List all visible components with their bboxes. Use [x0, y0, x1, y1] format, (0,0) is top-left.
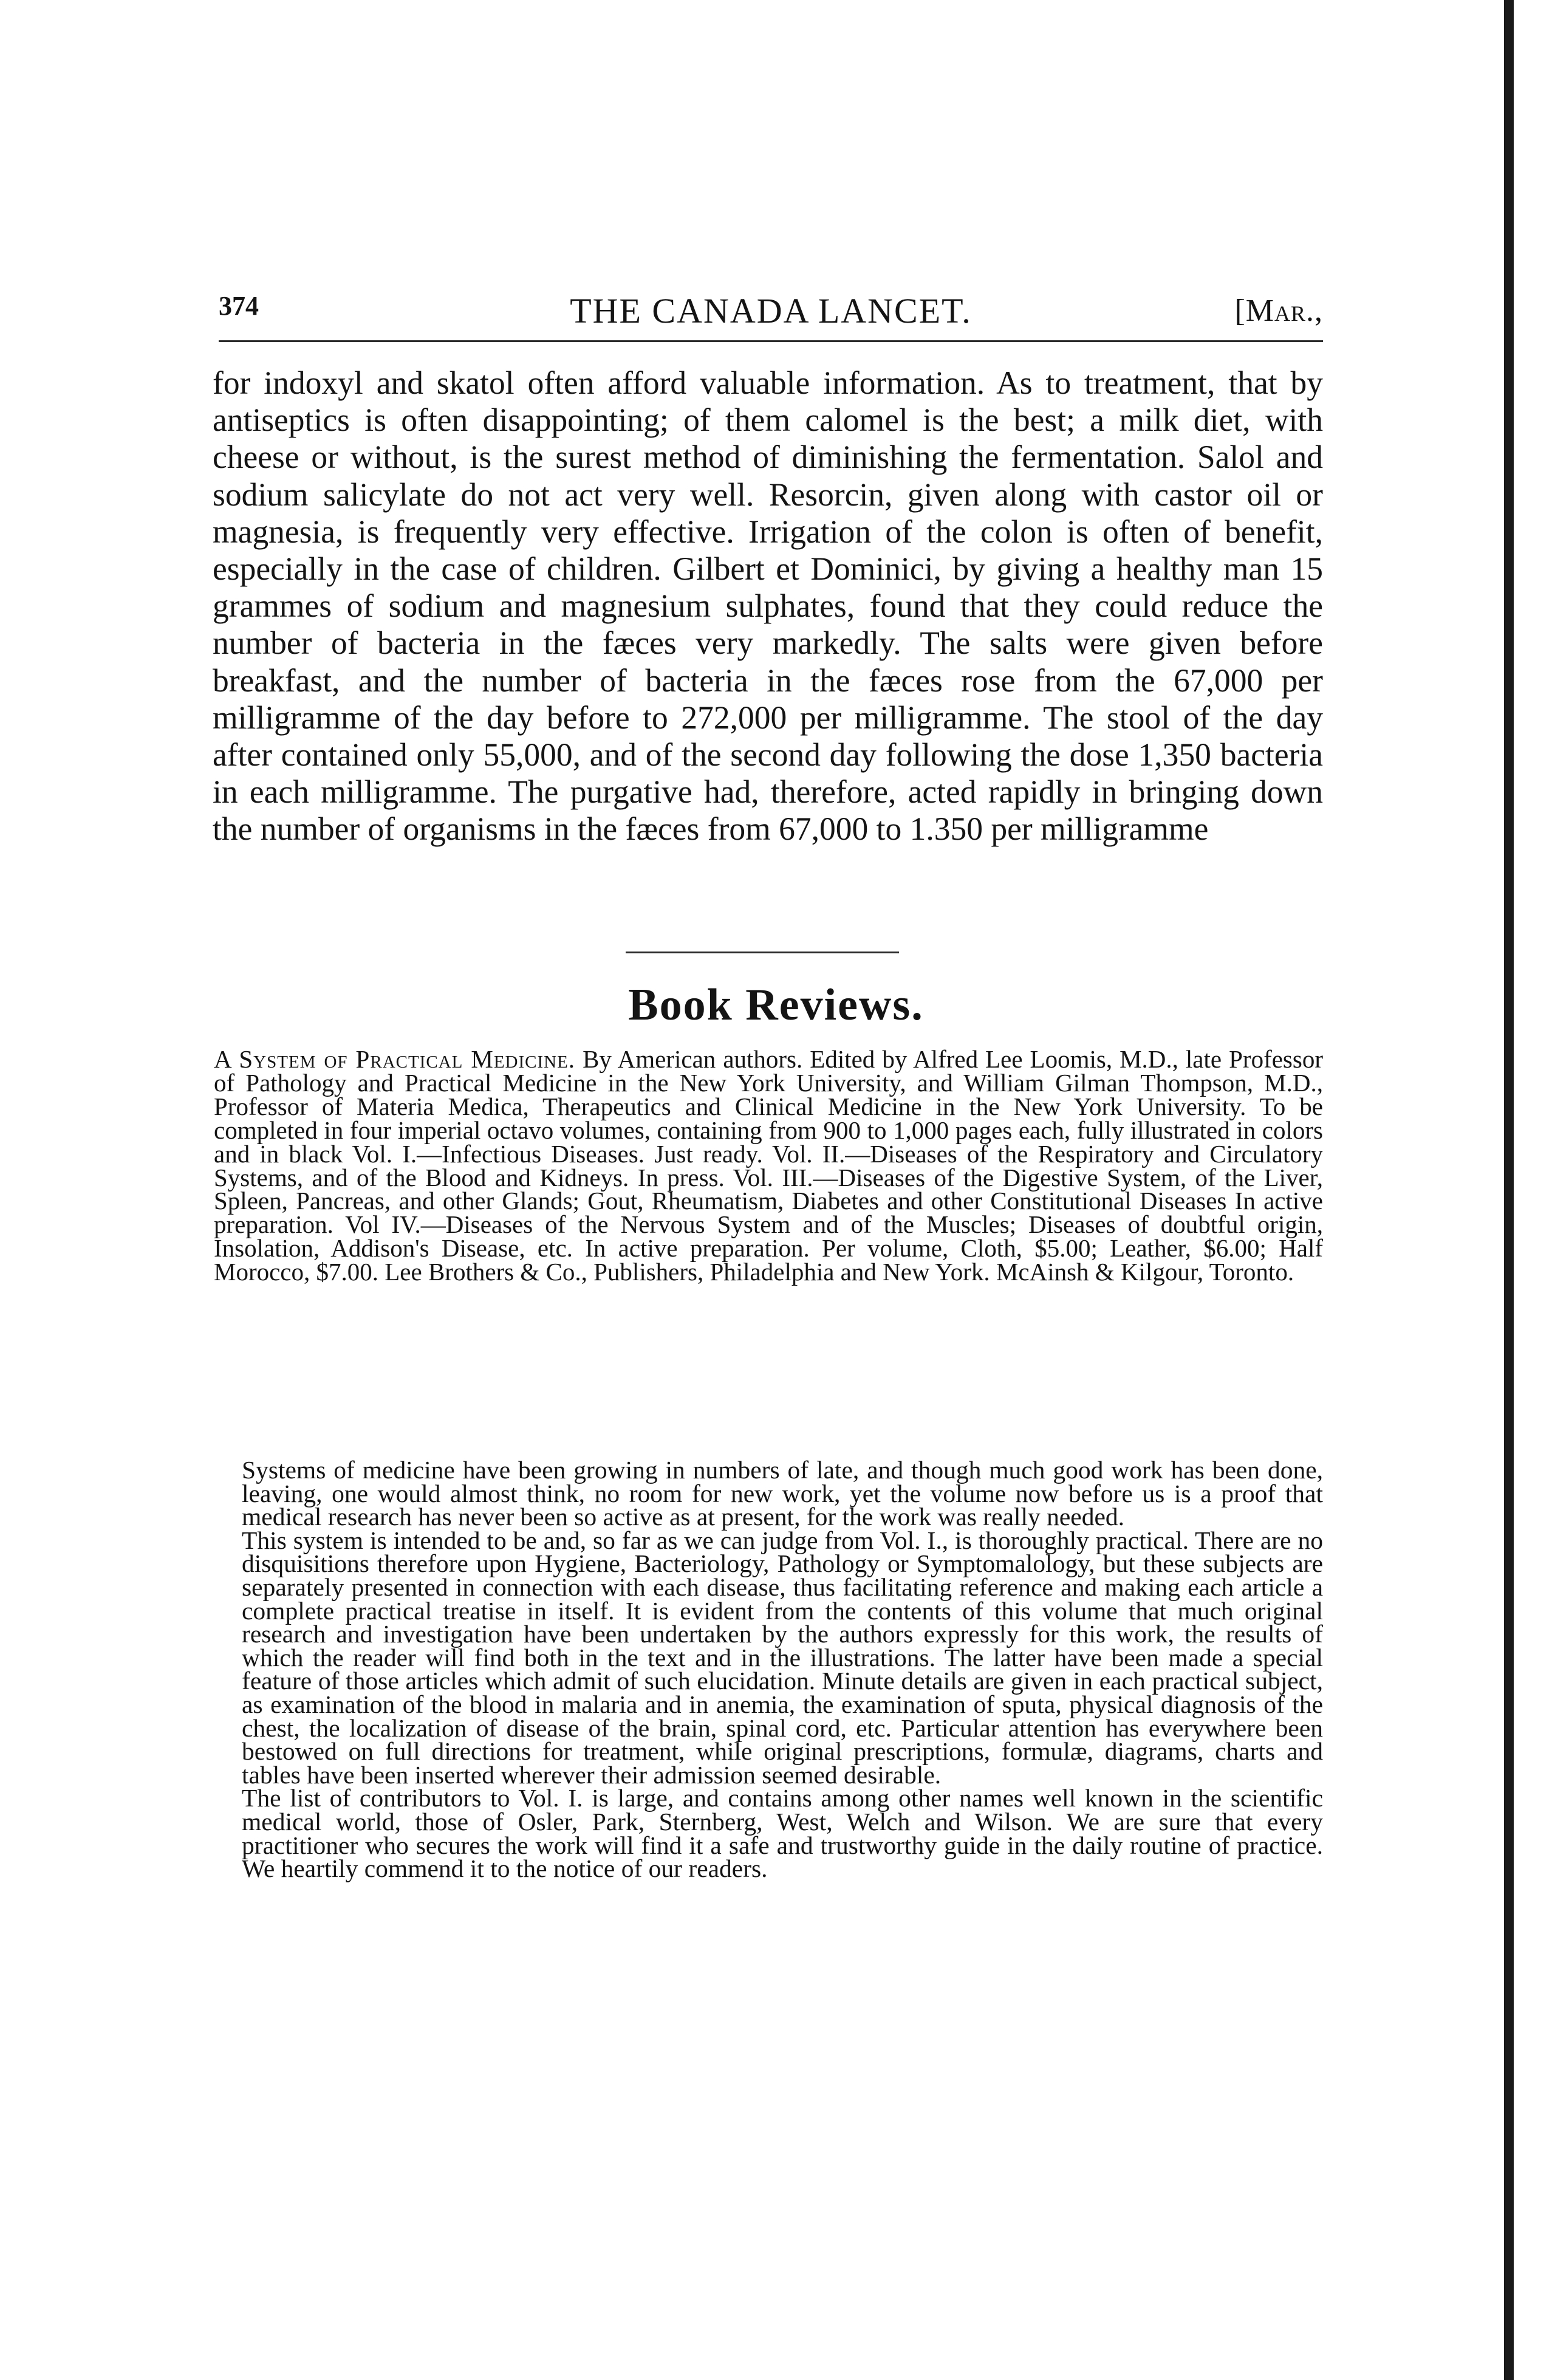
review-paragraph: This system is intended to be and, so far as we can judge from Vol. I., is thoroughly practical. There are no disquisitions therefore upon Hygiene, Bacteriology, Pathology or Symptomalology, but these subjects are separately presented in connection with each disease, thus facilitating reference and making each article a complete practical treatise in itself. It is evident from the contents of this volume that much original research and investigation have been undertaken by the authors expressly for this work, the results of which the reader will find both in the text and in the illustrations. The latter have been made a special feature of those articles which admit of such elucidation. Minute details are given in each practical subject, as examination of the blood in malaria and in anemia, the examination of sputa, physical diagnosis of the chest, the localization of disease of the brain, spinal cord, etc. Particular attention has everywhere been bestowed on full directions for treatment, while original prescriptions, formulæ, diagrams, charts and tables have been inserted wherever their admission seemed desirable.: [242, 1526, 1323, 1789]
book-review-body: [242, 1458, 1323, 1881]
header-rule: [219, 340, 1323, 342]
review-paragraph: Systems of medicine have been growing in numbers of late, and though much good work has been done, leaving, one would almost think, no room for new work, yet the volume now before us is a proof that medical research has never been so active as at present, for the work was really needed.: [242, 1456, 1323, 1531]
page-number: 374: [219, 291, 259, 321]
book-citation: [214, 1045, 1323, 1286]
scan-margin: [1514, 0, 1552, 2380]
book-title: A System of Practical Medicine.: [214, 1045, 576, 1073]
running-header: [219, 290, 1323, 333]
section-divider: [626, 952, 899, 953]
issue-month: [Mar.,: [1234, 293, 1323, 328]
continued-article-text: for indoxyl and skatol often afford valuable information. As to treatment, that by antiseptics is often disappointing; of them calomel is the best; a milk diet, with cheese or without, is the surest method of diminishing the fermentation. Salol and sodium salicylate do not act very well. Resorcin, given along with castor oil or magnesia, is frequently very effective. Irrigation of the colon is often of benefit, especially in the case of children. Gilbert et Dominici, by giving a healthy man 15 grammes of sodium and magnesium sulphates, found that they could reduce the number of bacteria in the fæces very markedly. The salts were given before breakfast, and the number of bacteria in the fæces rose from the 67,000 per milligramme of the day before to 272,000 per milligramme. The stool of the day after contained only 55,000, and of the second day following the dose 1,350 bacteria in each milligramme. The purgative had, therefore, acted rapidly in bringing down the number of organisms in the fæces from 67,000 to 1.350 per milligramme: [213, 365, 1323, 848]
section-heading-book-reviews: Book Reviews.: [628, 980, 924, 1030]
review-paragraph: The list of contributors to Vol. I. is large, and contains among other names well known in the scientific medical world, those of Osler, Park, Sternberg, West, Welch and Wilson. We are sure that every practitioner who secures the work will find it a safe and trustworthy guide in the daily routine of practice. We heartily commend it to the notice of our readers.: [242, 1784, 1323, 1883]
scan-page-edge: [1504, 0, 1514, 2380]
book-citation-details: By American authors. Edited by Alfred Lee Loomis, M.D., late Professor of Pathology and Practical Medicine in the New York University, and William Gilman Thompson, M.D., Professor of Materia Medica, Therapeutics and Clinical Medicine in the New York University. To be completed in four imperial octavo volumes, containing from 900 to 1,000 pages each, fully illustrated in colors and in black Vol. I.—Infectious Diseases. Just ready. Vol. II.—Diseases of the Respiratory and Circulatory Systems, and of the Blood and Kidneys. In press. Vol. III.—Diseases of the Digestive System, of the Liver, Spleen, Pancreas, and other Glands; Gout, Rheumatism, Diabetes and other Constitutional Diseases In active preparation. Vol IV.—Diseases of the Nervous System and of the Muscles; Diseases of doubtful origin, Insolation, Addison's Disease, etc. In active preparation. Per volume, Cloth, $5.00; Leather, $6.00; Half Morocco, $7.00. Lee Brothers & Co., Publishers, Philadelphia and New York. McAinsh & Kilgour, Toronto.: [214, 1045, 1323, 1286]
journal-title: THE CANADA LANCET.: [570, 291, 972, 331]
